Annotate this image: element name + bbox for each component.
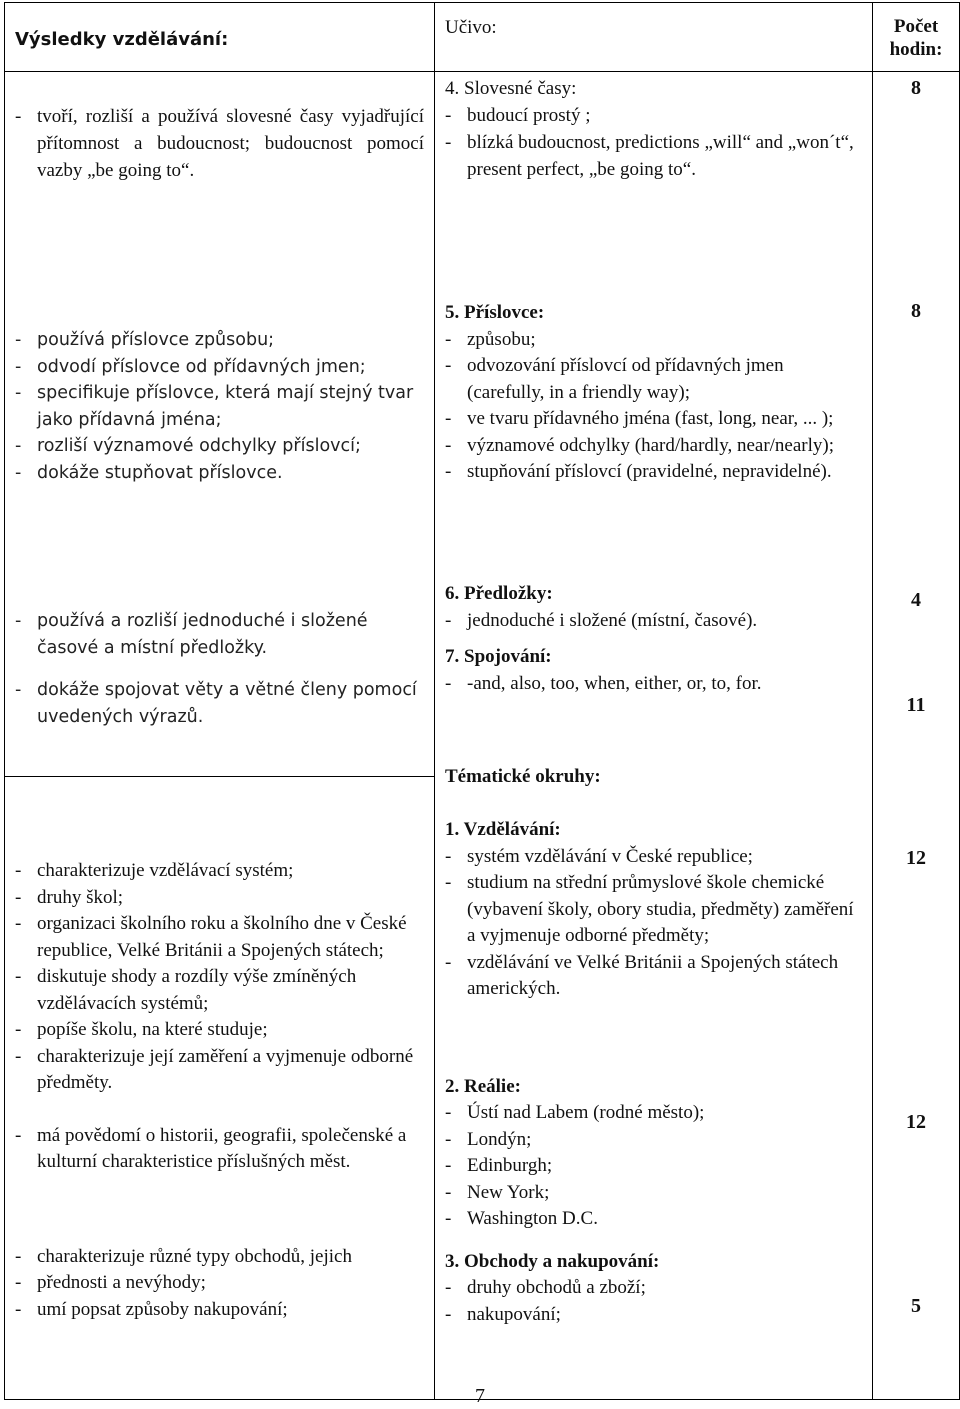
- hours-cell: [873, 565, 960, 777]
- list-item: - má povědomí o historii, geografii, společenské a kulturní charakteristice příslušných měst.: [15, 1123, 424, 1176]
- table-row: [5, 777, 960, 1400]
- list-item: - umí popsat způsoby nakupování;: [15, 1297, 424, 1324]
- outcomes-list: [5, 72, 434, 184]
- list-item: - nakupování;: [445, 1302, 862, 1329]
- hours-value: 8: [911, 300, 921, 322]
- topic-list: [445, 1100, 862, 1233]
- list-item: - ve tvaru přídavného jména (fast, long, near, ... );: [445, 406, 862, 433]
- list-item: - odvozování příslovcí od přídavných jmen (carefully, in a friendly way);: [445, 353, 862, 406]
- list-item: - diskutuje shody a rozdíly výše zmíněných vzdělávacích systémů;: [15, 964, 424, 1017]
- hours-cell: [873, 240, 960, 565]
- list-item: - Ústí nad Labem (rodné město);: [445, 1100, 862, 1127]
- list-item: - přednosti a nevýhody;: [15, 1270, 424, 1297]
- topic-title: 4. Slovesné časy:: [445, 78, 577, 99]
- outcomes-cell: [5, 240, 435, 565]
- list-item: - používá a rozliší jednoduché i složené časové a místní předložky.: [15, 608, 424, 661]
- topic-title: 1. Vzdělávání:: [445, 819, 561, 840]
- hours-value: 12: [906, 846, 926, 869]
- section-heading: Tématické okruhy:: [445, 765, 601, 787]
- table-header-row: [5, 3, 960, 72]
- topic-block: [435, 72, 872, 183]
- list-item: - vzdělávání ve Velké Británii a Spojených státech amerických.: [445, 950, 862, 1003]
- topic-cell: [435, 72, 873, 241]
- list-item: - specifikuje příslovce, která mají stejný tvar jako přídavná jména;: [15, 380, 424, 433]
- topic-title: 7. Spojování:: [445, 646, 552, 667]
- outcomes-list: [5, 240, 434, 486]
- list-item: - Edinburgh;: [445, 1153, 862, 1180]
- list-item: - charakterizuje různé typy obchodů, jejich: [15, 1244, 424, 1271]
- hours-cell: [873, 72, 960, 241]
- curriculum-table: [4, 2, 960, 1400]
- outcomes-list: [15, 858, 424, 1097]
- list-item: - používá příslovce způsobu;: [15, 327, 424, 354]
- list-item: - dokáže stupňovat příslovce.: [15, 460, 424, 487]
- list-item: - dokáže spojovat věty a větné členy pomocí uvedených výrazů.: [15, 677, 424, 730]
- list-item: - druhy obchodů a zboží;: [445, 1275, 862, 1302]
- topic-block: [435, 565, 872, 697]
- header-outcomes: Výsledky vzdělávání:: [15, 29, 229, 50]
- outcomes-list: [15, 677, 424, 730]
- outcomes-block: [5, 565, 434, 730]
- topic-list: [445, 1275, 862, 1328]
- page-number: 7: [475, 1385, 485, 1407]
- table-row: [5, 565, 960, 777]
- list-item: - charakterizuje její zaměření a vyjmenuje odborné předměty.: [15, 1044, 424, 1097]
- list-item: - odvodí příslovce od přídavných jmen;: [15, 354, 424, 381]
- outcomes-cell: [5, 777, 435, 1400]
- hours-value: 11: [906, 694, 926, 716]
- list-item: - stupňování příslovcí (pravidelné, nepravidelné).: [445, 459, 862, 486]
- list-item: - Washington D.C.: [445, 1206, 862, 1233]
- list-item: - systém vzdělávání v České republice;: [445, 844, 862, 871]
- hours-value: 8: [911, 77, 921, 99]
- header-topics: Učivo:: [445, 17, 497, 38]
- topic-block: [435, 240, 872, 486]
- list-item: - druhy škol;: [15, 885, 424, 912]
- outcomes-list: [15, 1244, 424, 1324]
- outcomes-cell: [5, 72, 435, 241]
- list-item: - organizaci školního roku a školního dne v České republice, Velké Británii a Spojených státech;: [15, 911, 424, 964]
- hours-value: 5: [911, 1294, 921, 1317]
- topic-block: [435, 764, 872, 1329]
- topic-cell: [435, 765, 873, 1400]
- topic-title: 6. Předložky:: [445, 583, 553, 604]
- list-item: - -and, also, too, when, either, or, to, for.: [445, 671, 862, 698]
- topic-cell: [435, 240, 873, 565]
- list-item: - New York;: [445, 1180, 862, 1207]
- header-hours-cell: [873, 3, 960, 72]
- hours-cell: [873, 777, 960, 1400]
- topic-list: [445, 102, 872, 183]
- topic-title: 3. Obchody a nakupování:: [445, 1250, 660, 1272]
- list-item: - jednoduché i složené (místní, časové).: [445, 608, 862, 635]
- topic-list: [445, 844, 862, 1003]
- list-item: - studium na střední průmyslové škole chemické (vybavení školy, obory studia, předměty) zaměření a vyjmenuje odborné předměty;: [445, 870, 862, 950]
- header-topics-cell: [435, 3, 873, 72]
- list-item: - způsobu;: [445, 327, 862, 354]
- hours-value: 4: [911, 589, 921, 611]
- header-hours: Počet hodin:: [889, 16, 943, 60]
- topic-cell: [435, 565, 873, 777]
- topic-list: [445, 608, 862, 635]
- table-row: [5, 240, 960, 565]
- hours-value: 12: [906, 1110, 926, 1133]
- list-item: - budoucí prostý ;: [445, 102, 862, 129]
- list-item: - rozliší významové odchylky příslovcí;: [15, 433, 424, 460]
- list-item: - Londýn;: [445, 1127, 862, 1154]
- outcomes-list: [15, 1123, 424, 1176]
- list-item: - popíše školu, na které studuje;: [15, 1017, 424, 1044]
- topic-title: 5. Příslovce:: [445, 302, 545, 323]
- list-item: - blízká budoucnost, predictions „will“ and „won´t“, present perfect, „be going to“.: [445, 129, 862, 183]
- list-item: - charakterizuje vzdělávací systém;: [15, 858, 424, 885]
- outcomes-cell: [5, 565, 435, 777]
- topic-title: 2. Reálie:: [445, 1075, 521, 1097]
- list-item: - významové odchylky (hard/hardly, near/nearly);: [445, 433, 862, 460]
- topic-list: [445, 671, 862, 698]
- table-row: [5, 72, 960, 241]
- list-item: - tvoří, rozliší a používá slovesné časy vyjadřující přítomnost a budoucnost; budoucnost pomocí vazby „be going to“.: [15, 103, 424, 184]
- outcomes-list: [15, 608, 424, 661]
- header-outcomes-cell: [5, 3, 435, 72]
- topic-list: [445, 327, 862, 486]
- outcomes-block: [5, 777, 434, 1323]
